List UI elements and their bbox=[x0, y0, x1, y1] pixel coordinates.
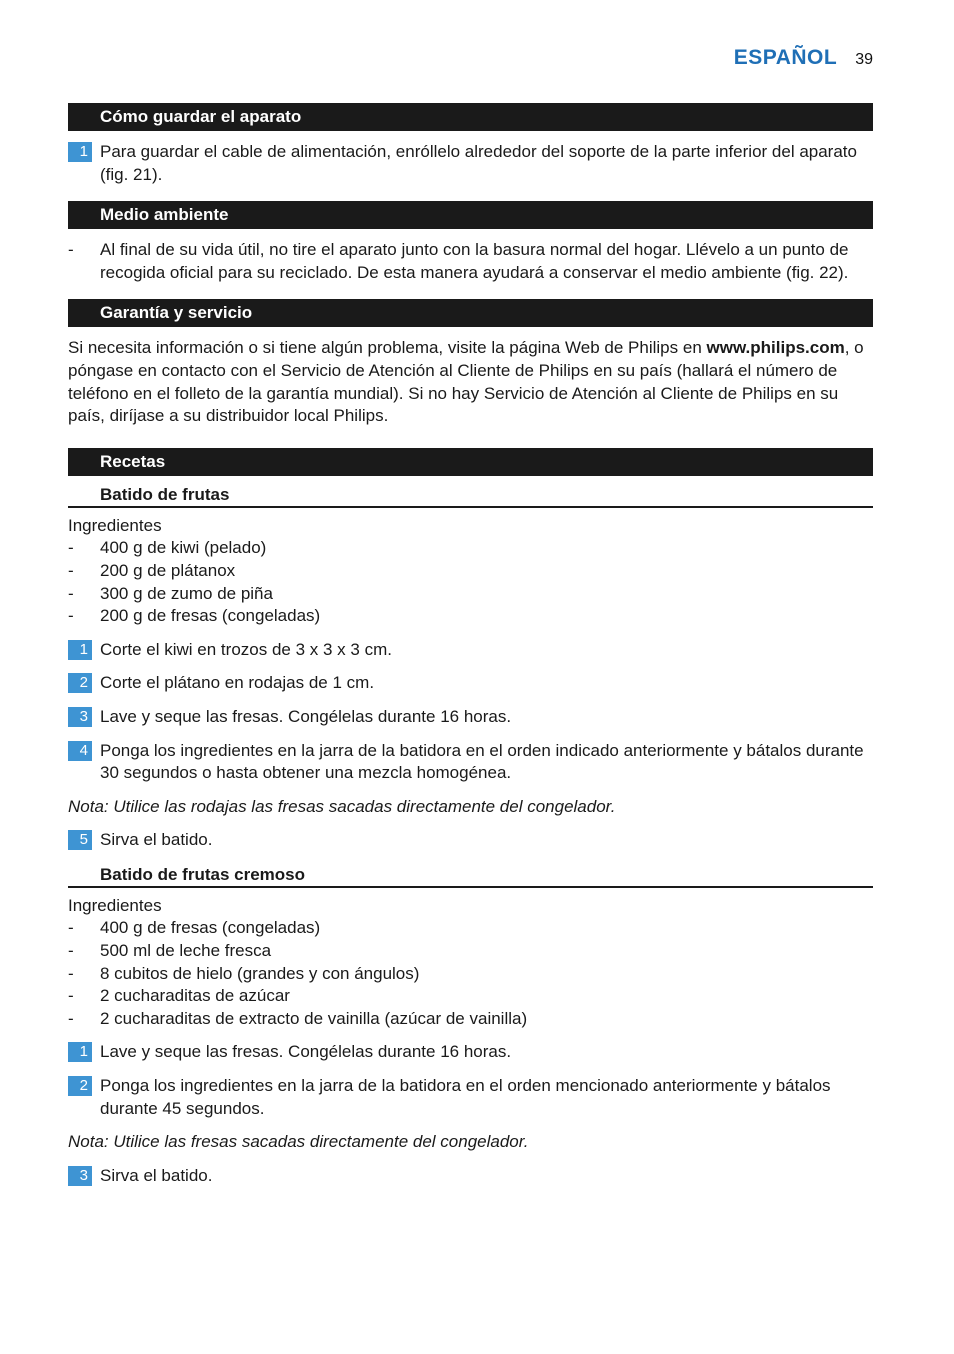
ingredient-item: - 8 cubitos de hielo (grandes y con ángulos) bbox=[68, 963, 873, 986]
warranty-text-after: , o póngase en contacto con el Servicio de Atención al Cliente de Philips en su país (hallará el número de teléfono en el folleto de la garantía mundial). Si no hay Servicio de Atención al Cliente de Philips en su país, diríjase a su distribuidor local Philips. bbox=[68, 338, 864, 426]
step-text: Ponga los ingredientes en la jarra de la batidora en el orden indicado anteriormente y bátalos durante 30 segundos o hasta obtener una mezcla homogénea. bbox=[100, 740, 864, 783]
step-text: Lave y seque las fresas. Congélelas durante 16 horas. bbox=[100, 1042, 512, 1062]
ingredient-item: - 2 cucharaditas de azúcar bbox=[68, 985, 873, 1008]
step-number-badge: 2 bbox=[68, 1076, 92, 1096]
philips-website-link[interactable]: www.philips.com bbox=[706, 338, 845, 358]
recipe-title-creamy: Batido de frutas cremoso bbox=[68, 862, 873, 888]
step-number-badge: 3 bbox=[68, 707, 92, 727]
ingredient-item: - 400 g de fresas (congeladas) bbox=[68, 917, 873, 940]
recipe-step bbox=[68, 1041, 873, 1064]
step-text: Corte el kiwi en trozos de 3 x 3 x 3 cm. bbox=[100, 639, 392, 659]
section-title-warranty: Garantía y servicio bbox=[68, 299, 873, 327]
step-text: Para guardar el cable de alimentación, enróllelo alrededor del soporte de la parte inferior del aparato (fig. 21). bbox=[100, 142, 857, 184]
ingredient-item: - 400 g de kiwi (pelado) bbox=[68, 537, 873, 560]
storage-step-1 bbox=[68, 141, 873, 186]
page-header bbox=[734, 46, 873, 70]
language-label: ESPAÑOL bbox=[733, 46, 838, 69]
recipe-step bbox=[68, 639, 873, 662]
recipe-step bbox=[68, 672, 873, 695]
step-text: Corte el plátano en rodajas de 1 cm. bbox=[100, 673, 375, 693]
recipe-step bbox=[68, 706, 873, 729]
recipe-step bbox=[68, 829, 873, 852]
ingredients-label: Ingredientes bbox=[68, 895, 162, 915]
step-text: Sirva el batido. bbox=[100, 1165, 213, 1185]
environment-item: - Al final de su vida útil, no tire el aparato junto con la basura normal del hogar. Llévelo a un punto de recogida oficial para su reciclado. De esta manera ayudará a conservar el medio ambiente (fig. 22). bbox=[68, 239, 873, 284]
step-number-badge: 1 bbox=[68, 640, 92, 660]
step-text: Sirva el batido. bbox=[100, 830, 213, 850]
ingredient-item: - 300 g de zumo de piña bbox=[68, 583, 873, 606]
ingredients-label: Ingredientes bbox=[68, 515, 162, 535]
step-number-badge: 2 bbox=[68, 673, 92, 693]
step-number-badge: 1 bbox=[68, 142, 92, 162]
ingredient-item: - 2 cucharaditas de extracto de vainilla (azúcar de vainilla) bbox=[68, 1008, 873, 1031]
warranty-text-before: Si necesita información o si tiene algún problema, visite la página Web de Philips en bbox=[68, 338, 707, 358]
recipe-note: Nota: Utilice las rodajas las fresas sacadas directamente del congelador. bbox=[68, 796, 616, 816]
recipe-step bbox=[68, 740, 873, 785]
step-text: Lave y seque las fresas. Congélelas durante 16 horas. bbox=[100, 706, 512, 726]
step-text: Ponga los ingredientes en la jarra de la batidora en el orden mencionado anteriormente y bátalos durante 45 segundos. bbox=[100, 1076, 831, 1118]
step-number-badge: 3 bbox=[68, 1166, 92, 1186]
page-content bbox=[68, 103, 873, 1187]
step-number-badge: 1 bbox=[68, 1042, 92, 1062]
warranty-paragraph bbox=[68, 337, 873, 427]
recipe-step bbox=[68, 1165, 873, 1188]
recipe-title-fruit: Batido de frutas bbox=[68, 482, 873, 508]
recipe-step bbox=[68, 1075, 873, 1120]
ingredient-item: - 500 ml de leche fresca bbox=[68, 940, 873, 963]
recipe-note: Nota: Utilice las fresas sacadas directamente del congelador. bbox=[68, 1132, 529, 1152]
page-number: 39 bbox=[855, 51, 873, 68]
step-number-badge: 4 bbox=[68, 741, 92, 761]
section-title-environment: Medio ambiente bbox=[68, 201, 873, 229]
ingredient-item: - 200 g de plátanox bbox=[68, 560, 873, 583]
section-title-recipes: Recetas bbox=[68, 448, 873, 476]
ingredient-item: - 200 g de fresas (congeladas) bbox=[68, 605, 873, 628]
step-number-badge: 5 bbox=[68, 830, 92, 850]
section-title-storage: Cómo guardar el aparato bbox=[68, 103, 873, 131]
